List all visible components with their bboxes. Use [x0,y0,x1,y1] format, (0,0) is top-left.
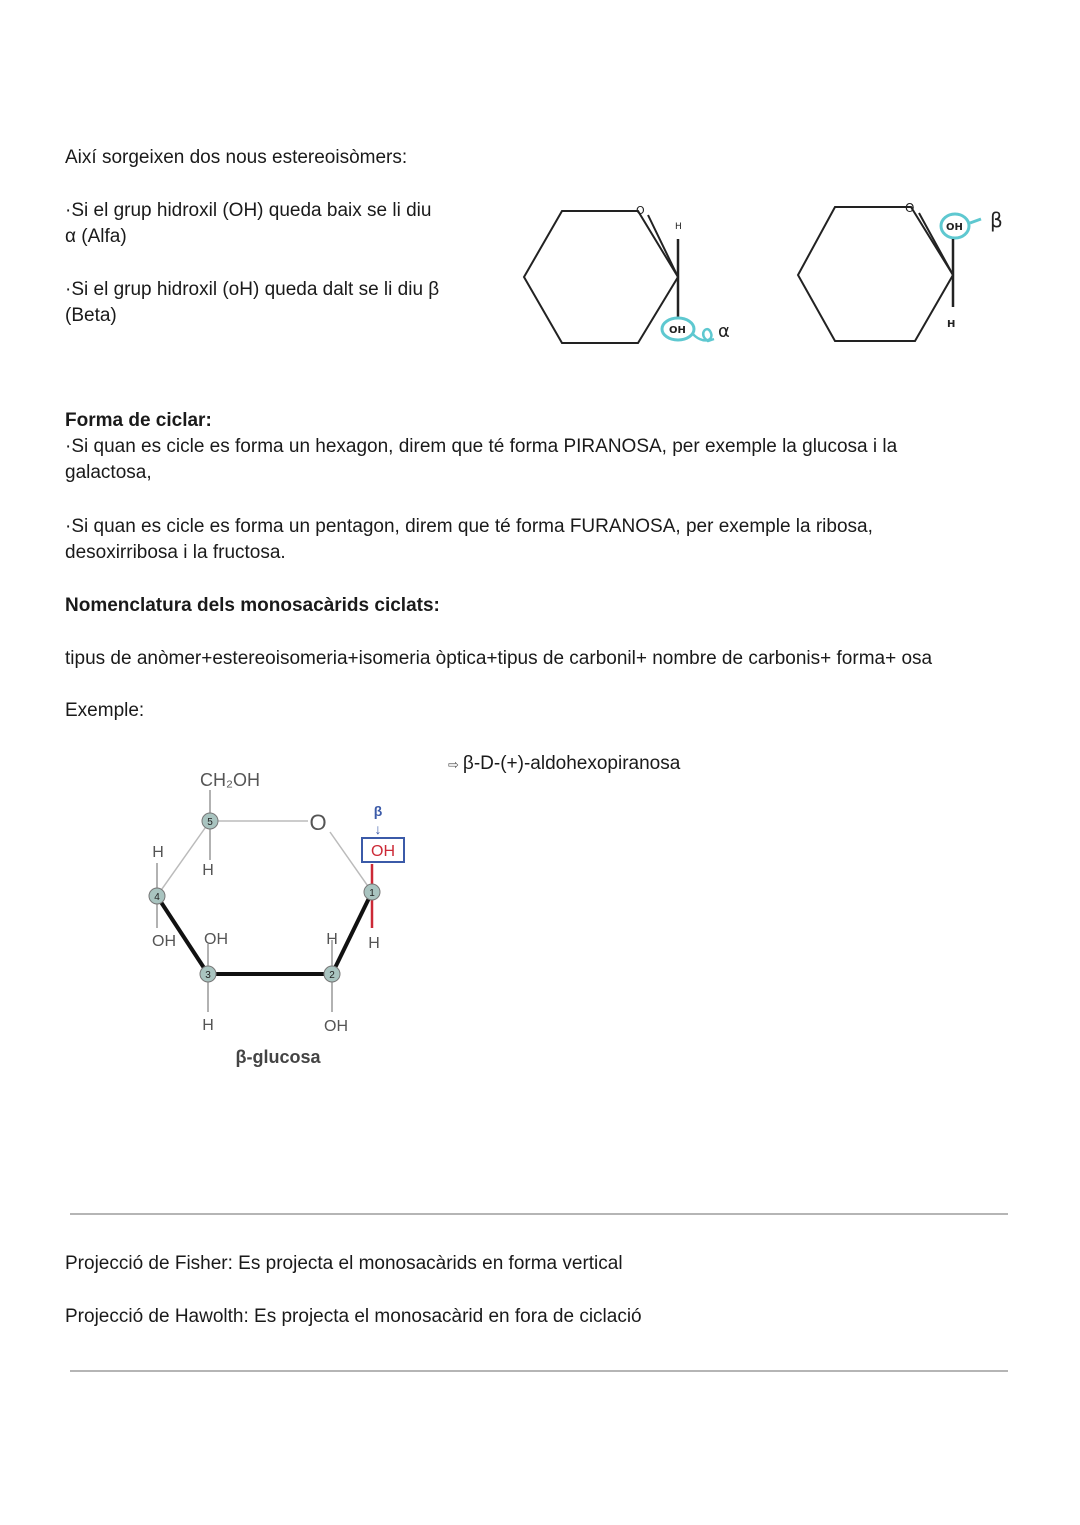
nomenclatura-formula: tipus de anòmer+estereoisomeria+isomeria òptica+tipus de carbonil+ nombre de carbonis+ forma+ osa [65,648,933,669]
c1-oh-label: OH [371,843,395,860]
alpha-h-label: H [675,222,682,232]
bond-c2-c1 [332,892,372,974]
alpha-rule [65,198,431,250]
divider-top [70,1213,1008,1215]
furanosa-line2: desoxirribosa i la fructosa. [65,542,286,563]
carbon-2-number: 2 [329,970,335,981]
beta-ring-sketch [795,195,1025,355]
c2-oh-label: OH [324,1018,348,1035]
glucose-caption: β-glucosa [235,1047,321,1067]
piranosa-line2: galactosa, [65,462,152,483]
furanosa-line1: ·Si quan es cicle es forma un pentagon, direm que té forma FURANOSA, per exemple la ribosa, [65,516,873,537]
ch2oh-label: CH₂OH [200,770,260,790]
c5-h-label: H [202,862,214,879]
beta-label: β [373,803,383,819]
c3-oh-label: OH [204,931,228,948]
alpha-oh-label: OH [669,325,686,336]
beta-arrow [970,219,981,223]
beta-symbol: β [990,208,1003,232]
beta-ring-o: O [905,201,915,215]
bond-c5-c4 [157,821,210,896]
beta-oh-label: OH [946,222,963,233]
furanosa-paragraph [65,514,1025,566]
example-result [448,751,680,778]
alpha-symbol: α [718,321,730,342]
hawolth-projection-text: Projecció de Hawolth: Es projecta el monosacàrid en fora de ciclació [65,1306,642,1327]
beta-rule [65,277,439,329]
c3-h-label: H [202,1017,214,1034]
beta-h-label: H [947,319,956,330]
c4-h-label: H [152,844,164,861]
beta-glucose-diagram [140,760,420,1075]
alpha-rule-line2: α (Alfa) [65,226,127,247]
divider-bottom [70,1370,1008,1372]
c1-h-label: H [368,935,380,952]
piranosa-paragraph [65,434,1025,486]
carbon-4-number: 4 [154,892,160,903]
alpha-ring-o: O [636,204,645,217]
alpha-ring-o-bond [648,215,678,277]
c4-oh-label: OH [152,933,176,950]
nomenclatura-heading: Nomenclatura dels monosacàrids ciclats: [65,595,440,616]
carbon-1-number: 1 [369,888,375,899]
beta-rule-line2: (Beta) [65,305,117,326]
forma-ciclar-heading: Forma de ciclar: [65,410,212,431]
fisher-projection-text: Projecció de Fisher: Es projecta el monosacàrids en forma vertical [65,1253,623,1274]
beta-rule-line1: ·Si el grup hidroxil (oH) queda dalt se li diu β [65,279,440,300]
piranosa-line1: ·Si quan es cicle es forma un hexagon, direm que té forma PIRANOSA, per exemple la glucosa i la [65,436,898,457]
alpha-ring-sketch [520,195,750,355]
carbon-5-number: 5 [207,817,213,828]
intro-text: Així sorgeixen dos nous estereoisòmers: [65,147,408,168]
carbon-3-number: 3 [205,970,211,981]
alpha-rule-line1: ·Si el grup hidroxil (OH) queda baix se li diu [65,200,432,221]
c2-h-label: H [326,931,338,948]
example-label: Exemple: [65,700,145,721]
arrow-icon: ⇨ [448,757,459,772]
example-name: β-D-(+)-aldohexopiranosa [462,753,681,774]
beta-arrow-icon: ↓ [374,821,382,837]
ring-oxygen-label: O [309,810,327,835]
